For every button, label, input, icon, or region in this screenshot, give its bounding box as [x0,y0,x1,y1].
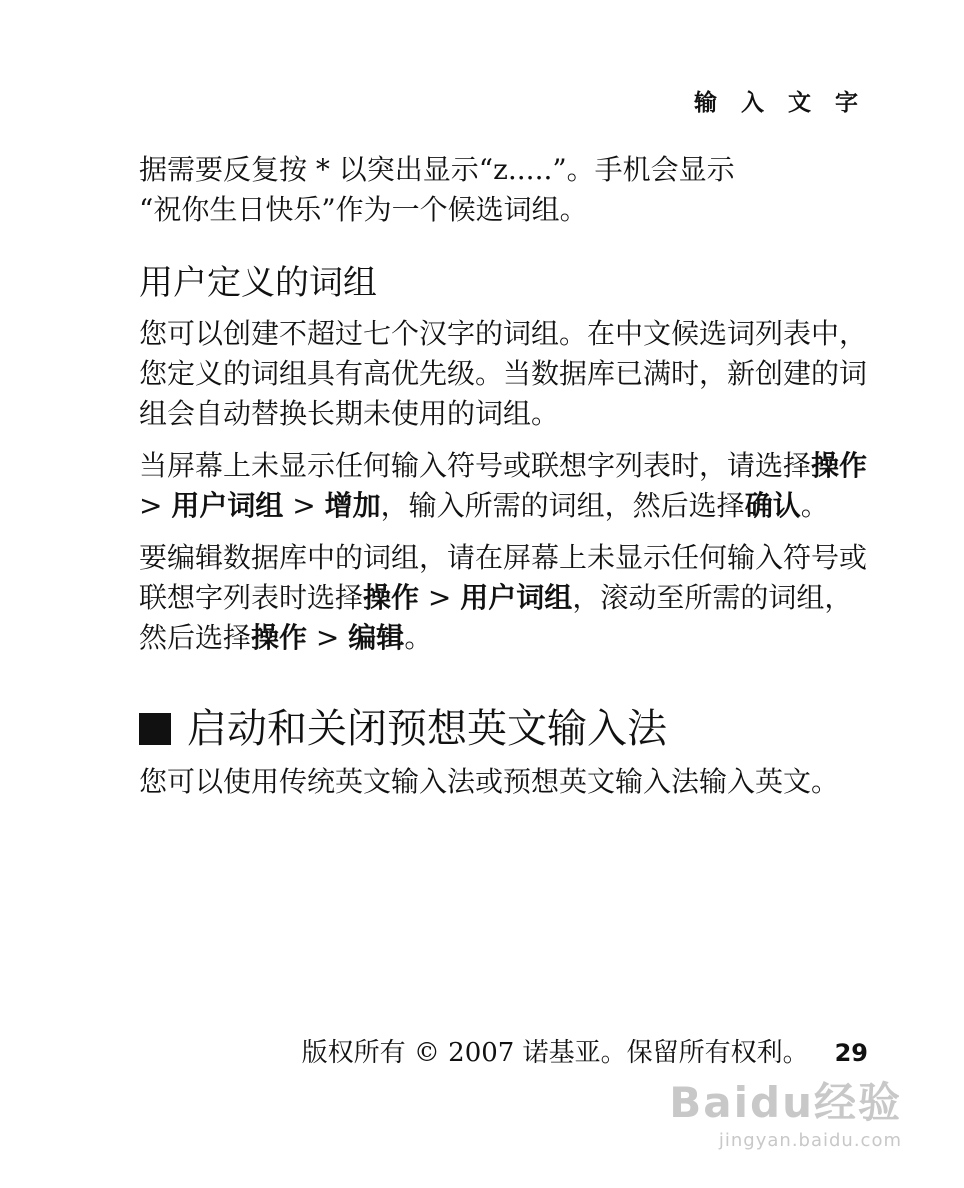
text: 要编辑数据库中的词组，请在屏幕上未显示任何输入符号或联想字列表时选择 [139,541,868,614]
ui-term-add: 增加 [324,489,381,522]
intro-line-2: “祝你生日快乐”作为一个候选词组。 [139,193,588,226]
watermark-logo: Baidu经验 [669,1078,902,1127]
ui-term-operations: 操作 [363,581,420,614]
page-footer [302,1032,868,1069]
intro-paragraph [139,150,879,230]
text: ，输入所需的词组，然后选择 [380,489,745,522]
section-title-predictive-text: 启动和关闭预想英文输入法 [187,706,667,752]
menu-separator: > [307,621,349,654]
ui-term-user-phrases: 用户词组 [171,489,284,522]
copyright-notice: 版权所有 © 2007 诺基亚。保留所有权利。 [301,1038,809,1068]
intro-line-1: 据需要反复按 * 以突出显示“z.....”。手机会显示 [139,153,735,186]
menu-separator: > [283,489,325,522]
square-bullet-icon [139,713,171,745]
section-title-predictive [139,702,879,756]
watermark-url: jingyan.baidu.com [718,1130,902,1151]
text: 。 [800,489,829,522]
ui-term-operations: 操作 [811,449,868,482]
user-phrases-para-3 [139,538,879,658]
user-phrases-para-2 [139,446,879,526]
watermark [669,1070,902,1151]
page-number: 29 [834,1039,868,1067]
menu-separator: > [139,489,172,522]
text: ，滚动至所需的词组，然后选择 [139,581,853,654]
ui-term-edit: 编辑 [348,621,405,654]
predictive-para-1: 您可以使用传统英文输入法或预想英文输入法输入英文。 [139,765,840,798]
text: 当屏幕上未显示任何输入符号或联想字列表时，请选择 [139,449,812,482]
page-content [139,150,879,814]
ui-term-confirm: 确认 [744,489,801,522]
section-title-user-phrases: 用户定义的词组 [139,263,377,303]
running-header: 输 入 文 字 [693,90,866,116]
user-phrases-para-1: 您可以创建不超过七个汉字的词组。在中文候选词列表中，您定义的词组具有高优先级。当数据库已满时，新创建的词组会自动替换长期未使用的词组。 [139,317,868,430]
text: 。 [404,621,433,654]
ui-term-operations: 操作 [251,621,308,654]
menu-separator: > [419,581,461,614]
ui-term-user-phrases: 用户词组 [460,581,573,614]
